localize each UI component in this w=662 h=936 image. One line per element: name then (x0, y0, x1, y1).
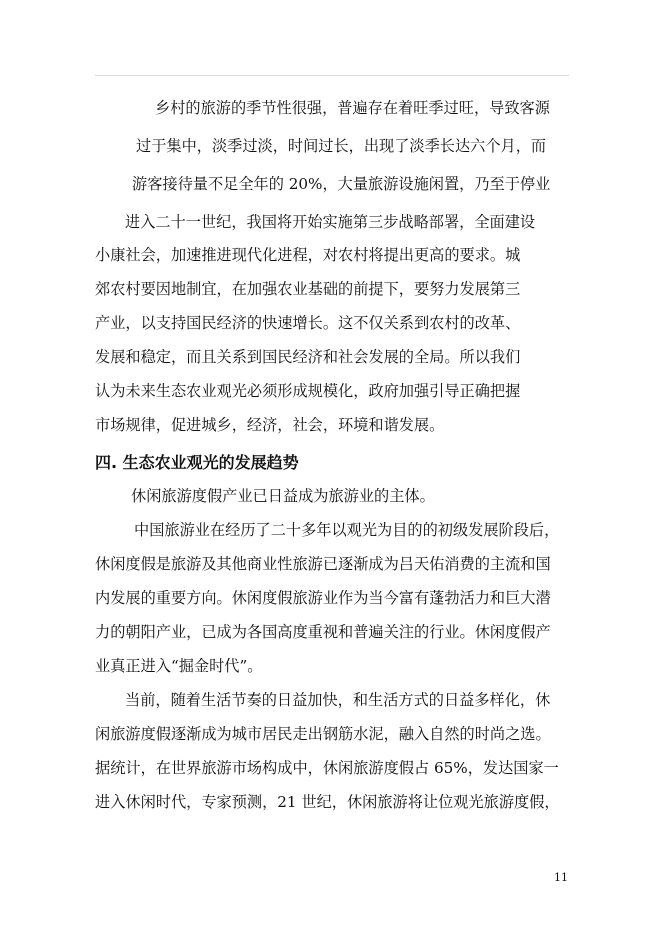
text-line: 产业，以支持国民经济的快速增长。这不仅关系到农村的改革、 (95, 314, 521, 332)
text-line: 休闲度假是旅游及其他商业性旅游已逐渐成为吕天佑消费的主流和国 (95, 555, 551, 573)
header-rule (95, 75, 569, 76)
text-line: 业真正进入“掘金时代”。 (95, 657, 263, 675)
text-line: 市场规律，促进城乡，经济，社会，环境和谐发展。 (95, 416, 445, 434)
text-line: 据统计，在世界旅游市场构成中，休闲旅游度假占 65%，发达国家一 (95, 759, 559, 777)
text-line: 休闲旅游度假产业已日益成为旅游业的主体。 (131, 487, 435, 505)
text-line: 过于集中，淡季过淡，时间过长，出现了淡季长达六个月，而 (136, 137, 547, 155)
text-line: 认为未来生态农业观光必须形成规模化，政府加强引导正确把握 (95, 382, 521, 400)
text-line: 乡村的旅游的季节性很强，普遍存在着旺季过旺，导致客源 (155, 99, 550, 117)
text-line: 当前，随着生活节奏的日益加快，和生活方式的日益多样化，休 (125, 691, 551, 709)
text-line: 内发展的重要方向。休闲度假旅游业作为当今富有蓬勃活力和巨大潜 (95, 589, 551, 607)
text-line: 小康社会，加速推进现代化进程，对农村将提出更高的要求。城 (95, 246, 521, 264)
text-line: 进入二十一世纪，我国将开始实施第三步战略部署，全面建设 (125, 213, 536, 231)
text-line: 进入休闲时代，专家预测，21 世纪，休闲旅游将让位观光旅游度假， (95, 793, 560, 811)
text-line: 发展和稳定，而且关系到国民经济和社会发展的全局。所以我们 (95, 348, 521, 366)
page-number: 11 (554, 871, 568, 884)
text-line: 郊农村要因地制宜，在加强农业基础的前提下，要努力发展第三 (95, 280, 521, 298)
text-line: 游客接待量不足全年的 20%，大量旅游设施闲置，乃至于停业 (132, 175, 551, 193)
section-heading: 四. 生态农业观光的发展趋势 (95, 453, 299, 472)
text-line: 力的朝阳产业，已成为各国高度重视和普遍关注的行业。休闲度假产 (95, 623, 551, 641)
text-line: 中国旅游业在经历了二十多年以观光为目的的初级发展阶段后， (134, 521, 560, 539)
text-line: 闲旅游度假逐渐成为城市居民走出钢筋水泥，融入自然的时尚之选。 (95, 725, 551, 743)
